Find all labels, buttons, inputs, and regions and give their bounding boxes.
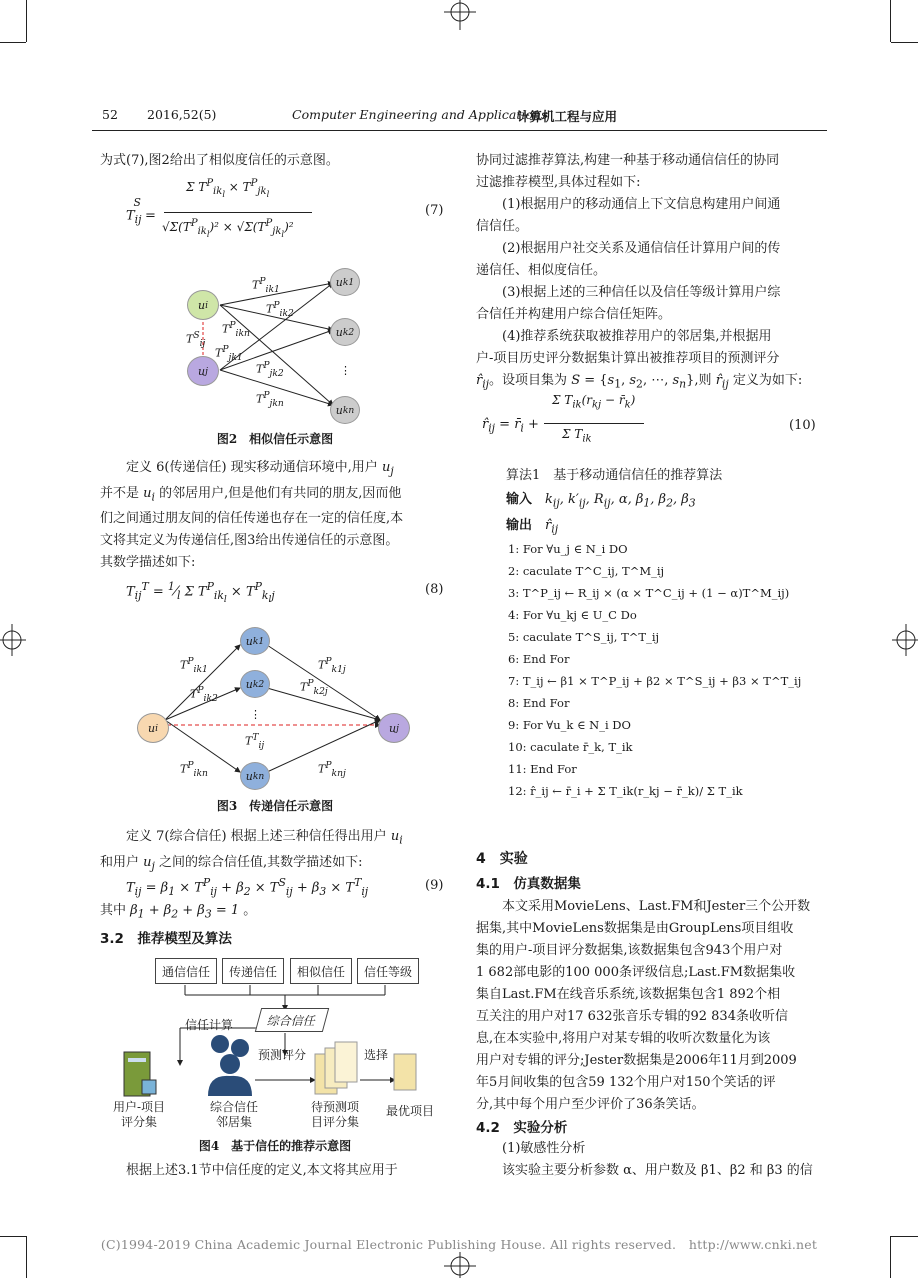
crop-mark bbox=[890, 0, 891, 42]
registration-mark-top bbox=[440, 0, 480, 30]
equation-7-number: (7) bbox=[425, 203, 444, 218]
crop-mark bbox=[26, 0, 27, 42]
algorithm-input: 输入 $k_{ij}$, $k'_{ij}$, $R_{ij}$, α, $\beta_1$, $\beta_2$, $\beta_3$ bbox=[506, 492, 696, 510]
algorithm-line: 11: End For bbox=[508, 762, 577, 776]
figure-3-caption: 图3 传递信任示意图 bbox=[216, 799, 334, 813]
node-uk1: u k1 bbox=[240, 627, 270, 655]
node-uj: u j bbox=[378, 713, 410, 743]
label: $T^P_{ik2}$ bbox=[266, 300, 294, 319]
equation-7: $T_{ij}^S$ = Σ $T^P_{ik_l} \times T^P_{jk_l}$ $√\Sigma(T^P_{ik_l})^2 \times √\Sigma(T^P_{jk_l})^2$ bbox=[126, 178, 296, 258]
server-icon bbox=[120, 1050, 160, 1100]
algorithm-line: 4: For ∀u_kj ∈ U_C Do bbox=[508, 608, 637, 622]
fig4-predict: 预测评分 bbox=[258, 1048, 307, 1062]
registration-mark-left bbox=[0, 620, 26, 660]
section-4-2-text: (1)敏感性分析 该实验主要分析参数 α、用户数及 β1、β2 和 β3 的信 bbox=[502, 1141, 813, 1178]
equation-9-number: (9) bbox=[425, 878, 444, 893]
figure-4-caption: 图4 基于信任的推荐示意图 bbox=[198, 1139, 352, 1153]
page-number: 52 bbox=[102, 107, 118, 122]
node-ui: u i bbox=[187, 290, 219, 320]
right-procedure: 协同过滤推荐算法,构建一种基于移动通信信任的协同 过滤推荐模型,具体过程如下: (1)根据用户的移动通信上下文信息构建用户间通 信信任。 (2)根据用户社交关系及通信信任计算用户间的传 递信任、相似度信任。 (3)根据上述的三种信任以及信任等级计算用户综 合信任并构建用户综合信任矩阵。 (4)推荐系统获取被推荐用户的邻居集,并根据用 户-项目历史评分数据集计算出被推荐项目的预测评分 $r̂_{ij}$。设项目集为 $S = \{s_1$, $s_2$, ⋯, $s_n$},则 $r̂_{ij}$ 定义为如下: bbox=[476, 153, 803, 391]
crop-mark bbox=[891, 42, 918, 43]
registration-mark-right bbox=[892, 620, 918, 660]
journal-en: Computer Engineering and Applications bbox=[292, 107, 548, 122]
equation-8: $T_{ij}^T$ = $^1⁄_l$ Σ $T^P_{ik_l} \times T^P_{k_lj}$ bbox=[126, 580, 275, 606]
section-4-1-heading: 4.1 仿真数据集 bbox=[476, 876, 581, 892]
fig4-label: 用户-项目 评分集 bbox=[112, 1100, 166, 1129]
label: $T^P_{jkn}$ bbox=[256, 390, 284, 409]
node-uk2: u k2 bbox=[240, 670, 270, 698]
algorithm-line: 3: T^P_ij ← R_ij × (α × T^C_ij + (1 − α)T^M_ij) bbox=[508, 586, 790, 600]
issue: 2016,52(5) bbox=[147, 107, 217, 122]
equation-9-note: 其中 $\beta_1 + \beta_2 + \beta_3 = 1$ 。 bbox=[100, 903, 257, 921]
algorithm-title: 算法1 基于移动通信信任的推荐算法 bbox=[506, 468, 723, 483]
fig4-label: 综合信任 邻居集 bbox=[209, 1100, 258, 1129]
fig4-select: 选择 bbox=[364, 1048, 389, 1062]
label: $T^P_{ikn}$ bbox=[180, 760, 208, 779]
label: $T^P_{k1j}$ bbox=[318, 656, 346, 675]
label: $T^P_{ik2}$ bbox=[190, 685, 218, 704]
section-4-1-text: 本文采用MovieLens、Last.FM和Jester三个公开数 据集,其中MovieLens数据集是由GroupLens项目组收 集的用户-项目评分数据集,该数据集包含943个用户对 1 682部电影的100 000条评级信息;Last.FM数据集收 集自Last.FM在线音乐系统,该数据集包含1 892个相 互关注的用户对17 632张音乐专辑的92 834条收听信 息,在本实验中,将用户对某专辑的收听次数量化为该 用户对专辑的评分;Jester数据集是2006年11月到2009 年5月间收集的包含59 132个用户对150个笑话的评 分,其中每个用户至少评价了36条笑话。 bbox=[476, 899, 811, 1112]
fig4-box: 通信信任 bbox=[155, 958, 217, 984]
equation-8-number: (8) bbox=[425, 582, 444, 597]
section-3-2-heading: 3.2 推荐模型及算法 bbox=[100, 931, 232, 947]
algorithm-output: 输出 $r̂_{ij}$ bbox=[506, 518, 559, 536]
label: $T^T_{ij}$ bbox=[245, 732, 265, 751]
algorithm-line: 9: For ∀u_k ∈ N_i DO bbox=[508, 718, 631, 732]
left-bottom-paragraph: 根据上述3.1节中信任度的定义,本文将其应用于 bbox=[126, 1163, 398, 1178]
label: $T^P_{ik1}$ bbox=[180, 656, 208, 675]
label: $T^P_{jk2}$ bbox=[256, 360, 284, 379]
equation-10: $r̂_{ij}$ = $r̄_i$ + Σ $T_{ik}(r_{kj}$ − $r̄_k$) Σ $T_{ik}$ bbox=[482, 393, 682, 463]
section-4-heading: 4 实验 bbox=[476, 851, 528, 867]
algorithm-line: 7: T_ij ← β1 × T^P_ij + β2 × T^S_ij + β3 × T^T_ij bbox=[508, 674, 802, 688]
node-uk2: u k2 bbox=[330, 318, 360, 346]
registration-mark-bottom bbox=[440, 1252, 480, 1278]
algorithm-line: 12: r̂_ij ← r̄_i + Σ T_ik(r_kj − r̄_k)/ Σ T_ik bbox=[508, 784, 743, 798]
node-uj: u j bbox=[187, 356, 219, 386]
left-intro: 为式(7),图2给出了相似度信任的示意图。 bbox=[100, 153, 339, 168]
crop-mark bbox=[0, 42, 26, 43]
copyright-footer: (C)1994-2019 China Academic Journal Electronic Publishing House. All rights reserved. http://www.cnki.net bbox=[100, 1237, 818, 1252]
ellipsis: ⋮ bbox=[340, 364, 351, 377]
fig4-box: 相似信任 bbox=[290, 958, 352, 984]
equation-10-number: (10) bbox=[789, 418, 816, 433]
algorithm-line: 5: caculate T^S_ij, T^T_ij bbox=[508, 630, 660, 644]
ellipsis: ⋮ bbox=[250, 708, 261, 721]
section-4-2-heading: 4.2 实验分析 bbox=[476, 1120, 568, 1136]
definition-7: 定义 7(综合信任) 根据上述三种信任得出用户 $u_i$ 和用户 $u_j$ 之间的综合信任值,其数学描述如下: bbox=[100, 829, 403, 873]
algorithm-line: 6: End For bbox=[508, 652, 570, 666]
label: $T^P_{jk1}$ bbox=[215, 344, 243, 363]
algorithm-line: 1: For ∀u_j ∈ N_i DO bbox=[508, 542, 628, 556]
equation-9: $T_{ij} = \beta_1 \times T^P_{ij} + \beta_2 \times T^S_{ij} + \beta_3 \times T^T_{ij}$ bbox=[126, 876, 369, 898]
node-uk1: u k1 bbox=[330, 268, 360, 296]
journal-cn: 计算机工程与应用 bbox=[517, 109, 618, 124]
algorithm-steps bbox=[508, 538, 801, 802]
fig4-label: 最优项目 bbox=[385, 1104, 434, 1118]
label: $T^P_{ikn}$ bbox=[222, 320, 250, 339]
documents-icon bbox=[313, 1040, 359, 1096]
users-icon bbox=[200, 1030, 260, 1098]
fig4-combined-trust: 综合信任 bbox=[255, 1008, 329, 1032]
label: $T^S_{ij}$ bbox=[186, 330, 206, 349]
label: $T^P_{knj}$ bbox=[318, 760, 346, 779]
fig4-box: 信任等级 bbox=[357, 958, 419, 984]
label: $T^P_{ik1}$ bbox=[252, 276, 280, 295]
figure-3-diagram bbox=[135, 620, 425, 800]
node-ui: u i bbox=[137, 713, 169, 743]
fig4-box: 传递信任 bbox=[222, 958, 284, 984]
fig4-trust-calc: 信任计算 bbox=[185, 1018, 234, 1032]
figure-2-caption: 图2 相似信任示意图 bbox=[216, 432, 334, 446]
fig4-label: 待预测项 目评分集 bbox=[310, 1100, 359, 1129]
algorithm-line: 8: End For bbox=[508, 696, 570, 710]
algorithm-line: 2: caculate T^C_ij, T^M_ij bbox=[508, 564, 665, 578]
label: $T^P_{k2j}$ bbox=[300, 678, 328, 697]
document-icon bbox=[392, 1052, 420, 1092]
definition-6: 定义 6(传递信任) 现实移动通信环境中,用户 $u_j$ 并不是 $u_i$ 的邻居用户,但是他们有共同的朋友,因而他 们之间通过朋友间的信任传递也存在一定的信任度,本 文将其定义为传递信任,图3给出传递信任的示意图。 其数学描述如下: bbox=[100, 460, 404, 571]
node-ukn: u kn bbox=[330, 396, 360, 424]
node-ukn: u kn bbox=[240, 762, 270, 790]
algorithm-line: 10: caculate r̄_k, T_ik bbox=[508, 740, 633, 754]
header-rule bbox=[92, 130, 827, 131]
